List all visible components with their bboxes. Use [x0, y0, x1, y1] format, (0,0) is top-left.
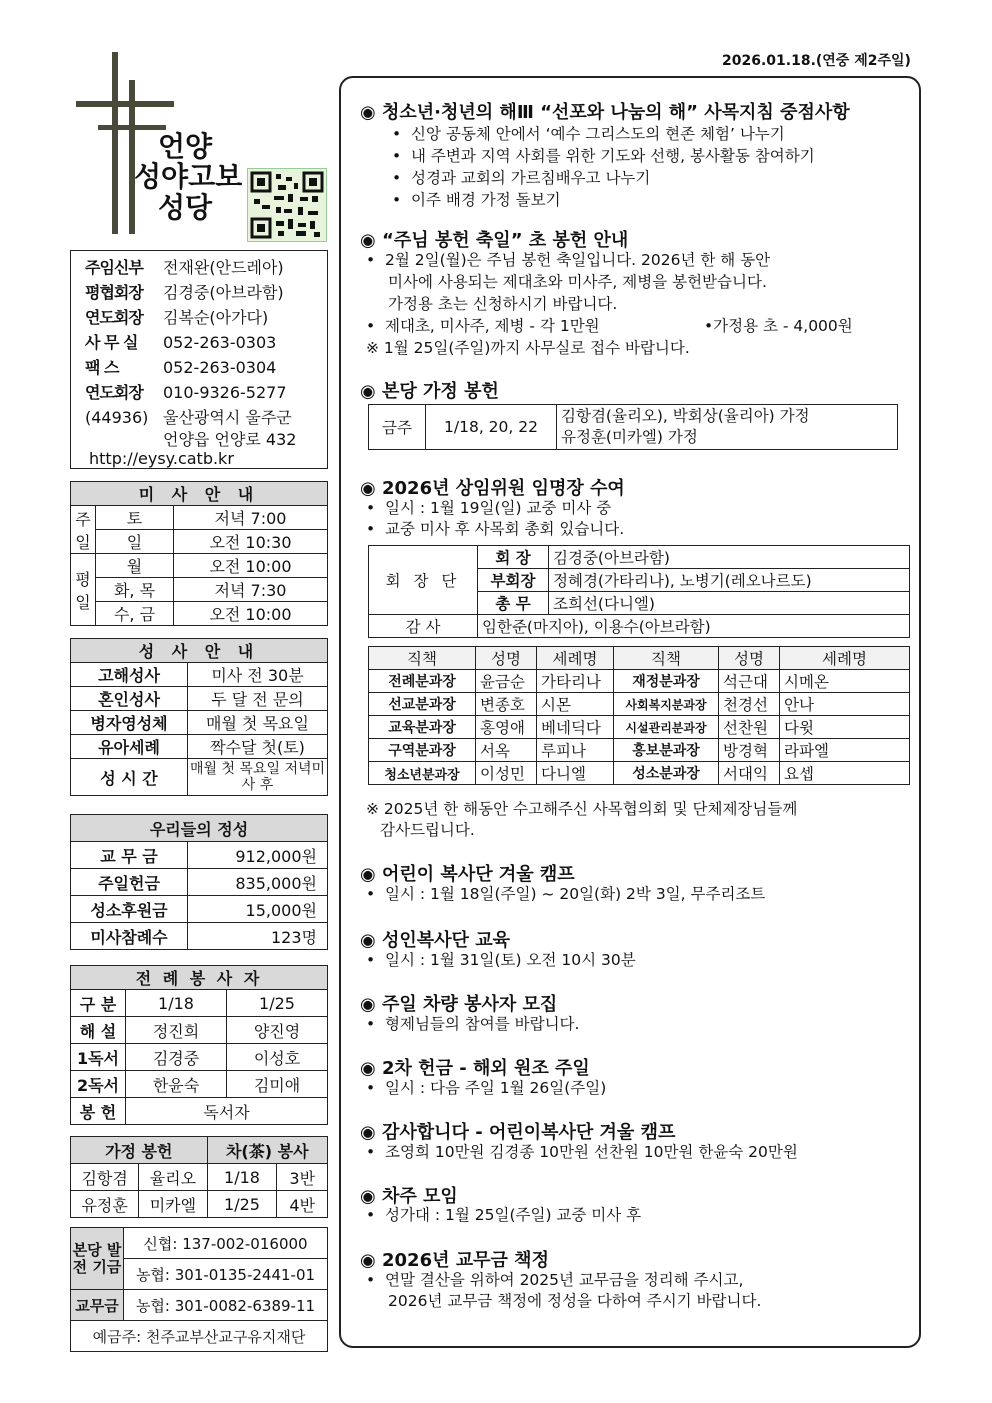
- dues-account: 농협: 301-0082-6389-11: [124, 1290, 328, 1321]
- mass-time: 오전 10:00: [173, 554, 327, 578]
- address-zip: (44936) 울산광역시 울주군: [85, 408, 292, 427]
- contact-row-chair: 연도회장 김복순(아가다): [85, 308, 269, 327]
- notice-text: • 제대초, 미사주, 제병 - 각 1만원: [366, 317, 600, 335]
- notice-text: • 성가대 : 1월 25일(주일) 교중 미사 후: [366, 1206, 642, 1224]
- servers-person: 한윤숙: [126, 1071, 227, 1098]
- contact-row-fax: 팩 스 052-263-0304: [85, 358, 277, 377]
- notice-dues-assessment: ◉ 2026년 교무금 책정: [360, 1250, 549, 1271]
- notice-text: •가정용 초 - 4,000원: [704, 317, 853, 335]
- mass-time: 오전 10:00: [173, 602, 327, 626]
- table-row: 청소년분과장 이성민 다니엘 성소분과장 서대익 요셉: [369, 762, 910, 785]
- family-baptismal: 미카엘: [139, 1191, 207, 1218]
- offering-name: 주일헌금: [71, 869, 188, 896]
- servers-role: 해 설: [71, 1017, 126, 1044]
- fund-account-1: 신협: 137-002-016000: [124, 1228, 328, 1259]
- audit-names: 임한준(마지아), 이용수(아브라함): [478, 615, 910, 638]
- officer-role: 총 무: [478, 592, 549, 615]
- servers-person: 독서자: [126, 1098, 328, 1125]
- account-holder: 예금주: 천주교부산교구유지재단: [71, 1321, 328, 1352]
- tea-group: 4반: [277, 1191, 328, 1218]
- committee-table: [368, 646, 910, 785]
- offerings-table: [70, 814, 328, 950]
- notice-text: • 형제님들의 참여를 바랍니다.: [366, 1015, 580, 1033]
- offering-families: 김항겸(율리오), 박회상(율리아) 가정 유정훈(미카엘) 가정: [557, 405, 898, 450]
- mass-day: 화, 목: [96, 578, 174, 602]
- bulletin-date: 2026.01.18.(연중 제2주일): [722, 53, 911, 69]
- notice-text: ※ 1월 25일(주일)까지 사무실로 접수 바랍니다.: [366, 339, 690, 357]
- list-item: • 이주 배경 가정 돌보기: [392, 191, 561, 209]
- servers-table: [70, 965, 328, 1125]
- notice-family-offering: ◉ 본당 가정 봉헌: [360, 381, 499, 402]
- servers-role: 2독서: [71, 1071, 126, 1098]
- offering-name: 교 무 금: [71, 842, 188, 869]
- notice-second-collection: ◉ 2차 헌금 - 해외 원조 주일: [360, 1058, 590, 1079]
- mass-day: 수, 금: [96, 602, 174, 626]
- notice-text: 미사에 사용되는 제대초와 미사주, 제병을 봉헌받습니다.: [388, 273, 767, 291]
- sacrament-name: 병자영성체: [71, 711, 188, 735]
- notice-text: ※ 2025년 한 해동안 수고해주신 사목협의회 및 단체제장님들께: [366, 800, 798, 818]
- notice-text: • 2월 2일(월)은 주님 봉헌 축일입니다. 2026년 한 해 동안: [366, 251, 771, 269]
- weekday-label: 평일: [71, 554, 96, 626]
- servers-person: 정진희: [126, 1017, 227, 1044]
- tea-service-title: 차(茶) 봉사: [207, 1137, 327, 1164]
- notice-appointment: ◉ 2026년 상임위원 임명장 수여: [360, 478, 625, 499]
- sacraments-title: 성 사 안 내: [71, 639, 328, 663]
- offering-name: 성소후원금: [71, 896, 188, 923]
- mass-day: 월: [96, 554, 174, 578]
- committee-col-head: 성명: [719, 647, 780, 670]
- mass-time: 저녁 7:00: [173, 506, 327, 530]
- offering-week: 금주: [369, 405, 426, 450]
- officer-name: 조희선(다니엘): [549, 592, 910, 615]
- sacraments-table: [70, 638, 328, 796]
- sacrament-name: 유아세례: [71, 735, 188, 759]
- mass-time: 오전 10:30: [173, 530, 327, 554]
- sacrament-info: 두 달 전 문의: [188, 687, 328, 711]
- notice-adult-servers: ◉ 성인복사단 교육: [360, 930, 510, 951]
- family-offering-table: [70, 1136, 328, 1218]
- logo-line1: 언양: [158, 130, 213, 163]
- offerings-title: 우리들의 정성: [71, 815, 328, 842]
- mass-title: 미 사 안 내: [71, 482, 328, 506]
- contact-box: [70, 250, 328, 469]
- offering-amount: 15,000원: [188, 896, 328, 923]
- table-row: 교육분과장 홍영애 베네딕다 시설관리분과장 선찬원 다윗: [369, 716, 910, 739]
- contact-row-office: 사 무 실 052-263-0303: [85, 333, 277, 352]
- servers-head: 구 분: [71, 990, 126, 1017]
- sacrament-name: 성 시 간: [71, 759, 188, 796]
- notice-pastoral-guideline: ◉ 청소년·청년의 해Ⅲ “선포와 나눔의 해” 사목지침 중점사항: [360, 102, 850, 123]
- officers-label: 회 장 단: [369, 546, 478, 615]
- sacrament-info: 매월 첫 목요일 저녁미사 후: [188, 759, 328, 796]
- notice-text: 2026년 교무금 책정에 정성을 다하여 주시기 바랍니다.: [388, 1292, 762, 1310]
- mass-time: 저녁 7:30: [173, 578, 327, 602]
- offering-amount: 123명: [188, 923, 328, 950]
- family-baptismal: 율리오: [139, 1164, 207, 1191]
- sacrament-name: 혼인성사: [71, 687, 188, 711]
- servers-head: 1/25: [227, 990, 328, 1017]
- logo-line3: 성당: [158, 191, 213, 224]
- sunday-label: 주일: [71, 506, 96, 554]
- mass-schedule-table: [70, 481, 328, 626]
- servers-person: 양진영: [227, 1017, 328, 1044]
- mass-day: 일: [96, 530, 174, 554]
- notice-text: • 연말 결산을 위하여 2025년 교무금을 정리해 주시고,: [366, 1271, 744, 1289]
- family-name: 유정훈: [71, 1191, 139, 1218]
- qr-code[interactable]: [247, 168, 327, 242]
- notice-thanks: ◉ 감사합니다 - 어린이복사단 겨울 캠프: [360, 1122, 676, 1143]
- family-offering-title: 가정 봉헌: [71, 1137, 208, 1164]
- table-row: 구역분과장 서옥 루피나 홍보분과장 방경혁 라파엘: [369, 739, 910, 762]
- contact-row-council: 평협회장 김경중(아브라함): [85, 283, 284, 302]
- audit-label: 감 사: [369, 615, 478, 638]
- dues-label: 교무금: [71, 1290, 124, 1321]
- tea-date: 1/25: [207, 1191, 277, 1218]
- committee-col-head: 직책: [614, 647, 719, 670]
- servers-role: 1독서: [71, 1044, 126, 1071]
- notice-text: • 일시 : 1월 18일(주일) ~ 20일(화) 2박 3일, 무주리조트: [366, 885, 766, 903]
- notice-altar-boys-camp: ◉ 어린이 복사단 겨울 캠프: [360, 864, 575, 885]
- table-row: 선교분과장 변종호 시몬 사회복지분과장 천경선 안나: [369, 693, 910, 716]
- family-offering-schedule: [368, 404, 898, 450]
- family-name: 김항겸: [71, 1164, 139, 1191]
- servers-title: 전 례 봉 사 자: [71, 966, 328, 990]
- contact-row-priest: 주임신부 전재완(안드레아): [85, 258, 284, 277]
- servers-person: 김경중: [126, 1044, 227, 1071]
- list-item: • 내 주변과 지역 사회를 위한 기도와 선행, 봉사활동 참여하기: [392, 147, 815, 165]
- bank-info-table: [70, 1227, 328, 1352]
- list-item: • 신앙 공동체 안에서 ‘예수 그리스도의 현존 체험’ 나누기: [392, 125, 785, 143]
- sacrament-name: 고해성사: [71, 663, 188, 687]
- sacrament-info: 짝수달 첫(토): [188, 735, 328, 759]
- sacrament-info: 미사 전 30분: [188, 663, 328, 687]
- tea-group: 3반: [277, 1164, 328, 1191]
- contact-row-mobile: 연도회장 010-9326-5277: [85, 383, 287, 402]
- website-link[interactable]: http://eysy.catb.kr: [89, 449, 234, 468]
- committee-col-head: 세례명: [537, 647, 614, 670]
- notice-text: • 일시 : 1월 31일(토) 오전 10시 30분: [366, 951, 636, 969]
- notice-text: • 조영희 10만원 김경종 10만원 선찬원 10만원 한윤숙 20만원: [366, 1143, 798, 1161]
- notice-text: • 일시 : 1월 19일(일) 교중 미사 중: [366, 499, 612, 517]
- offering-amount: 912,000원: [188, 842, 328, 869]
- sacrament-info: 매월 첫 목요일: [188, 711, 328, 735]
- logo-line2: 성야고보: [134, 160, 243, 193]
- committee-col-head: 세례명: [780, 647, 910, 670]
- committee-col-head: 직책: [369, 647, 476, 670]
- notice-candle-offering: ◉ “주님 봉헌 축일” 초 봉헌 안내: [360, 230, 629, 251]
- fund-label: 본당 발전 기금: [71, 1228, 124, 1290]
- notice-text: • 일시 : 다음 주일 1월 26일(주일): [366, 1079, 607, 1097]
- notice-text: 감사드립니다.: [380, 821, 475, 839]
- officer-name: 김경중(아브라함): [549, 546, 910, 569]
- table-row: 전례분과장 윤금순 가타리나 재정분과장 석근대 시메온: [369, 670, 910, 693]
- committee-col-head: 성명: [476, 647, 537, 670]
- tea-date: 1/18: [207, 1164, 277, 1191]
- notice-driver-volunteers: ◉ 주일 차량 봉사자 모집: [360, 994, 558, 1015]
- list-item: • 성경과 교회의 가르침배우고 나누기: [392, 169, 651, 187]
- address-line2: 언양읍 언양로 432: [163, 430, 297, 449]
- officers-table: [368, 545, 910, 638]
- fund-account-2: 농협: 301-0135-2441-01: [124, 1259, 328, 1290]
- notice-text: 가정용 초는 신청하시기 바랍니다.: [388, 295, 618, 313]
- offering-amount: 835,000원: [188, 869, 328, 896]
- servers-person: 김미애: [227, 1071, 328, 1098]
- officer-name: 정혜경(가타리나), 노병기(레오나르도): [549, 569, 910, 592]
- offering-dates: 1/18, 20, 22: [426, 405, 557, 450]
- servers-person: 이성호: [227, 1044, 328, 1071]
- mass-day: 토: [96, 506, 174, 530]
- notice-text: • 교중 미사 후 사목회 총회 있습니다.: [366, 520, 625, 538]
- notice-next-meeting: ◉ 차주 모임: [360, 1186, 458, 1207]
- officer-role: 회 장: [478, 546, 549, 569]
- servers-head: 1/18: [126, 990, 227, 1017]
- officer-role: 부회장: [478, 569, 549, 592]
- offering-name: 미사참례수: [71, 923, 188, 950]
- servers-role: 봉 헌: [71, 1098, 126, 1125]
